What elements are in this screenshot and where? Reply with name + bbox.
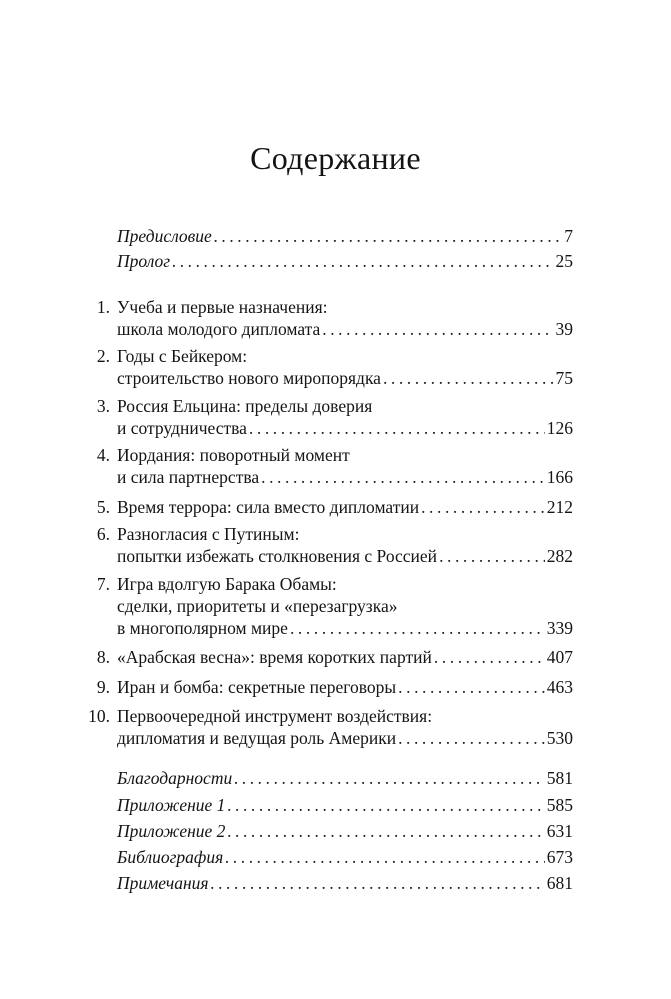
toc-entry-label: Примечания [117, 873, 209, 893]
toc-entry-acknowledgements[interactable] [117, 768, 573, 792]
chapter-number: 3. [96, 396, 110, 416]
chapter-title-line: Учеба и первые назначения: [117, 297, 328, 317]
dot-leader [398, 728, 545, 749]
chapter-number: 10. [88, 706, 110, 726]
dot-leader [214, 226, 562, 247]
chapter-title-line: сделки, приоритеты и «перезагрузка» [117, 596, 398, 616]
chapter-title-line: «Арабская весна»: время коротких партий [117, 647, 432, 667]
toc-entry-chapter-3[interactable] [117, 418, 573, 442]
dot-leader [434, 647, 545, 668]
dot-leader [234, 768, 545, 789]
toc-page-number: 681 [546, 873, 573, 893]
toc-page-number: 7 [564, 226, 573, 246]
toc-page-number: 212 [546, 497, 573, 517]
toc-page-number: 530 [546, 728, 573, 748]
chapter-title-line: Россия Ельцина: пределы доверия [117, 396, 373, 416]
toc-entry-chapter-8[interactable] [117, 647, 573, 671]
toc-entry-label: Пролог [117, 251, 171, 271]
toc-entry-prologue[interactable] [117, 251, 573, 275]
dot-leader [211, 873, 545, 894]
dot-leader [421, 497, 545, 518]
chapter-number: 2. [96, 346, 110, 366]
toc-page-number: 407 [546, 647, 573, 667]
toc-entry-chapter-7[interactable] [117, 618, 573, 642]
dot-leader [227, 795, 544, 816]
dot-leader [398, 677, 545, 698]
toc-page-number: 126 [546, 418, 573, 438]
toc-page-number: 339 [546, 618, 573, 638]
toc-page-number: 463 [546, 677, 573, 697]
toc-entry-appendix-1[interactable] [117, 795, 573, 819]
chapter-title-line: Первоочередной инструмент воздействия: [117, 706, 433, 726]
toc-entry-chapter-10[interactable] [117, 728, 573, 752]
chapter-number: 8. [96, 647, 110, 667]
chapter-number: 5. [96, 497, 110, 517]
chapter-title-line: Иран и бомба: секретные переговоры [117, 677, 397, 697]
toc-page-number: 39 [555, 319, 573, 339]
toc-entry-preface[interactable] [117, 226, 573, 250]
toc-entry-notes[interactable] [117, 873, 573, 897]
toc-page-number: 581 [546, 768, 573, 788]
toc-page-number: 282 [546, 546, 573, 566]
chapter-title-line: Иордания: поворотный момент [117, 445, 350, 465]
chapter-title-line: строительство нового миропорядка [117, 368, 381, 388]
toc-entry-label: Приложение 1 [117, 795, 226, 815]
toc-page-number: 631 [546, 821, 573, 841]
chapter-number: 1. [96, 297, 110, 317]
toc-entry-chapter-5[interactable] [117, 497, 573, 521]
chapter-title-line: попытки избежать столкновения с Россией [117, 546, 438, 566]
chapter-number: 6. [96, 524, 110, 544]
toc-entry-label: Предисловие [117, 226, 212, 246]
toc-entry-label: Благодарности [117, 768, 233, 788]
chapter-title-line: Разногласия с Путиным: [117, 524, 300, 544]
dot-leader [290, 618, 545, 639]
toc-entry-chapter-2[interactable] [117, 368, 573, 392]
page-title: Содержание [250, 140, 421, 176]
dot-leader [172, 251, 553, 272]
dot-leader [249, 418, 545, 439]
toc-page-number: 25 [555, 251, 573, 271]
chapter-title-line: дипломатия и ведущая роль Америки [117, 728, 397, 748]
toc-page-number: 673 [546, 847, 573, 867]
toc-page-number: 585 [546, 795, 573, 815]
chapter-title-line: и сила партнерства [117, 467, 260, 487]
dot-leader [383, 368, 554, 389]
toc-entry-chapter-1[interactable] [117, 319, 573, 343]
dot-leader [227, 821, 544, 842]
toc-entry-chapter-9[interactable] [117, 677, 573, 701]
chapter-number: 9. [96, 677, 110, 697]
chapter-title-line: Годы с Бейкером: [117, 346, 248, 366]
chapter-title-line: Игра вдолгую Барака Обамы: [117, 574, 337, 594]
toc-entry-label: Приложение 2 [117, 821, 226, 841]
toc-entry-appendix-2[interactable] [117, 821, 573, 845]
chapter-title-line: и сотрудничества [117, 418, 247, 438]
toc-entry-chapter-6[interactable] [117, 546, 573, 570]
dot-leader [322, 319, 553, 340]
chapter-number: 4. [96, 445, 110, 465]
toc-entry-chapter-4[interactable] [117, 467, 573, 491]
chapter-title-line: Время террора: сила вместо дипломатии [117, 497, 420, 517]
toc-page-number: 75 [555, 368, 573, 388]
toc-entry-label: Библиография [117, 847, 224, 867]
toc-entry-bibliography[interactable] [117, 847, 573, 871]
dot-leader [261, 467, 545, 488]
dot-leader [225, 847, 545, 868]
chapter-number: 7. [96, 574, 110, 594]
toc-page-number: 166 [546, 467, 573, 487]
dot-leader [439, 546, 545, 567]
chapter-title-line: школа молодого дипломата [117, 319, 321, 339]
chapter-title-line: в многополярном мире [117, 618, 288, 638]
